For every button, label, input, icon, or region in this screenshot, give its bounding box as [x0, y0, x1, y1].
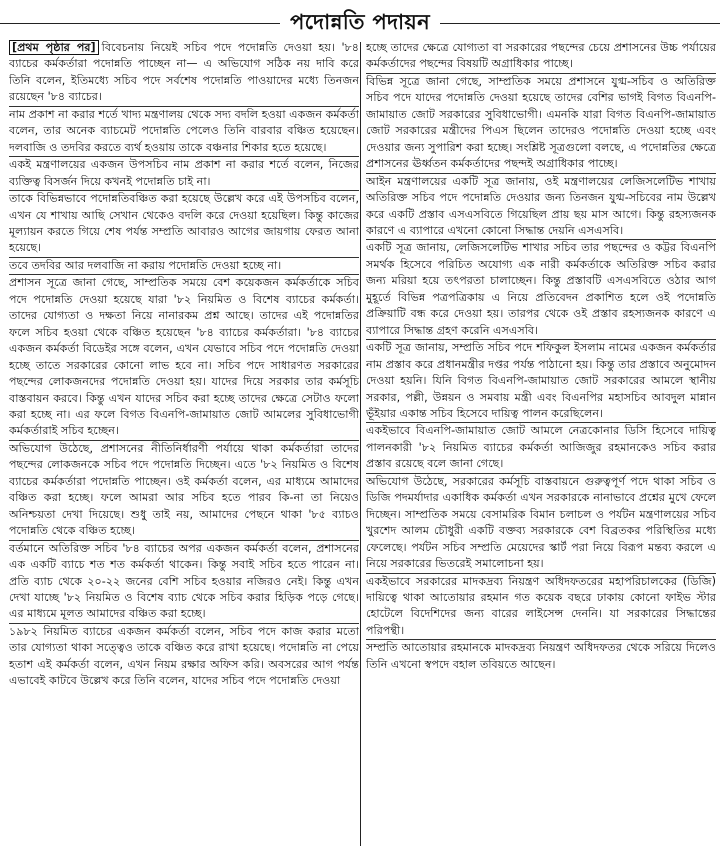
page-title: পদোন্নতি পদায়ন: [290, 9, 430, 34]
paragraph: সম্প্রতি আতোয়ার রহমানকে মাদকদ্রব্য নিয়ন্ত্রণ অধিদফতর থেকে সরিয়ে দিলেও তিনি এখনো স্বপদে বহাল তবিয়তে আছেন।: [366, 641, 716, 671]
jump-label: [প্রথম পৃষ্ঠার পর]: [9, 40, 99, 55]
paragraph: হচ্ছে তাদের ক্ষেত্রে যোগ্যতা বা সরকারের পছন্দের চেয়ে প্রশাসনের উচ্চ পর্যায়ের কর্মকর্তাদের পছন্দের বিষয়টি অগ্রাধিকার পাচ্ছে।: [366, 40, 716, 74]
paragraph: একইভাবে সরকারের মাদকদ্রব্য নিয়ন্ত্রণ অধিদফতরের মহাপরিচালকের (ডিজি) দায়িত্বে থাকা আতোয়ার রহমান গত কয়েক বছরে ঢাকায় কোনো ফাইভ স্টার হোটেলে বিদেশিদের জন্য বারের লাইসেন্স দেননি। যা সরকারের সিদ্ধান্তের পরিপন্থী।: [366, 574, 716, 641]
paragraph: বর্তমানে অতিরিক্ত সচিব '৮৪ ব্যাচের অপর একজন কর্মকর্তা বলেন, প্রশাসনের এক একটি ব্যাচে শত শত কর্মকর্তা থাকেন। কিন্তু সবাই সচিব হতে পারেন না। প্রতি ব্যাচ থেকে ২০-২২ জনের বেশি সচিব হওয়ার নজিরও নেই। কিন্তু এখন দেখা যাচ্ছে '৮২ নিয়মিত ও বিশেষ ব্যাচ থেকে সচিব করার হিড়িক পড়ে গেছে। এর মাধ্যমে মূলত আমাদের বঞ্চিত করা হচ্ছে।: [9, 541, 359, 624]
paragraph: অভিযোগ উঠেছে, প্রশাসনের নীতিনির্ধারণী পর্যায়ে থাকা কর্মকর্তারা তাদের পছন্দের লোকজনকে সচিব পদে পদোন্নতি দিচ্ছেন। এতে '৮২ নিয়মিত ও বিশেষ ব্যাচের কর্মকর্তারা পদোন্নতি পাচ্ছেন। ওই কর্মকর্তা বলেন, এর মাধ্যমে আমাদের বঞ্চিত করা হচ্ছে। ফলে আমরা আর সচিব হতে পারব কি-না তা নিয়েও অনিশ্চয়তা দেখা দিয়েছে। শুধু তাই নয়, আমাদের পেছনে থাকা '৮৫ ব্যাচও পদোন্নতি থেকে বঞ্চিত হচ্ছে।: [9, 441, 359, 541]
header-rule-left: [0, 23, 280, 24]
section-header: [0, 8, 720, 38]
paragraph: ১৯৮২ নিয়মিত ব্যাচের একজন কর্মকর্তা বলেন, সচিব পদে কাজ করার মতো তার যোগ্যতা থাকা সত্ত্বেও তাকে বঞ্চিত করে রাখা হয়েছে। পদোন্নতি না পেয়ে হতাশ এই কর্মকর্তা বলেন, এখন নিয়ম রক্ষার অফিস করি। অবসরের আগ পর্যন্ত এভাবেই কাটবে উল্লেখ করে তিনি বলেন, যাদের সচিব পদে পদোন্নতি দেওয়া: [9, 624, 359, 688]
paragraph-text: বিবেচনায় নিয়েই সচিব পদে পদোন্নতি দেওয়া হয়। '৮৪ ব্যাচের কর্মকর্তারা পদোন্নতি পাচ্ছেন না— এ অভিযোগ সঠিক নয় দাবি করে তিনি বলেন, ইতিমধ্যে সচিব পদে সর্বশেষ পদোন্নতি পাওয়াদের মধ্যে তিনজন রয়েছেন '৮৪ ব্যাচের।: [9, 41, 359, 104]
paragraph: বিভিন্ন সূত্রে জানা গেছে, সাম্প্রতিক সময়ে প্রশাসনে যুগ্ম-সচিব ও অতিরিক্ত সচিব পদে যাদের পদোন্নতি দেওয়া হয়েছে তাদের বেশির ভাগই বিগত বিএনপি-জামায়াত জোট সরকারের সুবিধাভোগী। এমনকি যারা বিগত বিএনপি-জামায়াত জোট সরকারের মন্ত্রীদের পিএস ছিলেন তাদেরও পদোন্নতি দেওয়া হচ্ছে এবং দেওয়ার জন্য সুপারিশ করা হচ্ছে। সংশ্লিষ্ট সূত্রগুলো বলছে, এ পদোন্নতির ক্ষেত্রে প্রশাসনের ঊর্ধ্বতন কর্মকর্তাদের পছন্দই অগ্রাধিকার পাচ্ছে।: [366, 74, 716, 174]
header-rule-right: [440, 23, 720, 24]
paragraph: একই মন্ত্রণালয়ের একজন উপসচিব নাম প্রকাশ না করার শর্তে বলেন, নিজের ব্যক্তিত্ব বিসর্জন দিয়ে কখনই পদোন্নতি চাই না।: [9, 157, 359, 191]
paragraph: আইন মন্ত্রণালয়ের একটি সূত্র জানায়, ওই মন্ত্রণালয়ের লেজিসলেটিভ শাখায় অতিরিক্ত সচিব পদে পদোন্নতি দেওয়ার জন্য তিনজন যুগ্ম-সচিবের নাম উল্লেখ করে একটি প্রস্তাব এসএসবিতে গিয়েছিল প্রায় ছয় মাস আগে। কিন্তু রহস্যজনক কারণে এ ব্যাপারে এখনো কোনো সিদ্ধান্ত দেয়নি এসএসবি।: [366, 174, 716, 241]
paragraph: নাম প্রকাশ না করার শর্তে খাদ্য মন্ত্রণালয় থেকে সদ্য বদলি হওয়া একজন কর্মকর্তা বলেন, তার অনেক ব্যাচমেট পদোন্নতি পেলেও তিনি বারবার বঞ্চিত হয়েছেন। দলবাজি ও তদবির করতে ব্যর্থ হওয়ায় তাকে বঞ্চনার শিকার হতে হয়েছে।: [9, 107, 359, 157]
article-right-column: [366, 40, 716, 848]
paragraph: তাকে বিভিন্নভাবে পদোন্নতিবঞ্চিত করা হয়েছে উল্লেখ করে এই উপসচিব বলেন, এখন যে শাখায় আছি সেখান থেকেও বদলি করে দেওয়া হয়েছিল। কিন্তু কাজের মূল্যায়ন করতে গিয়ে শেষ পর্যন্ত সম্প্রতি আবারও আগের জায়গায় ফেরত আনা হয়েছে।: [9, 191, 359, 258]
column-divider: [360, 42, 361, 846]
paragraph: একইভাবে বিএনপি-জামায়াত জোট আমলে নেত্রকোনার ডিসি হিসেবে দায়িত্ব পালনকারী '৮২ নিয়মিত ব্যাচের কর্মকর্তা আজিজুর রহমানকেও সচিব করার প্রস্তাব রয়েছে বলে জানা গেছে।: [366, 423, 716, 473]
paragraph: তবে তদবির আর দলবাজি না করায় পদোন্নতি দেওয়া হচ্ছে না।: [9, 258, 359, 275]
paragraph: প্রশাসন সূত্রে জানা গেছে, সাম্প্রতিক সময়ে বেশ কয়েকজন কর্মকর্তাকে সচিব পদে পদোন্নতি দেওয়া হয়েছে যারা '৮২ নিয়মিত ও বিশেষ ব্যাচের কর্মকর্তা। তাদের যোগ্যতা ও দক্ষতা নিয়ে নানারকম প্রশ্ন আছে। তাদের এই পদোন্নতির ফলে সচিব হওয়া থেকে বঞ্চিত হয়েছেন '৮৪ ব্যাচের কর্মকর্তারা। '৮৪ ব্যাচের একজন কর্মকর্তা বিডেইর সঙ্গে বলেন, এখন যেভাবে সচিব পদে পদোন্নতি দেওয়া হচ্ছে তাতে সরকারের কোনো লাভ হবে না। সচিব পদে সাধারণত সরকারের পছন্দের লোকজনদের পদোন্নতি দেওয়া হয়। যাদের দিয়ে সরকার তার কর্মসূচি বাস্তবায়ন করবে। কিন্তু এখন যাদের সচিব করা হচ্ছে তাদের ক্ষেত্রে সেটাও ফলো করা হচ্ছে না। এর ফলে বিগত বিএনপি-জামায়াত জোট আমলের সুবিধাভোগী কর্মকর্তারাই সচিব হচ্ছেন।: [9, 275, 359, 441]
paragraph: একটি সূত্র জানায়, সম্প্রতি সচিব পদে শফিকুল ইসলাম নামের একজন কর্মকর্তার নাম প্রস্তাব করে প্রধানমন্ত্রীর দপ্তর পর্যন্ত পাঠানো হয়। কিন্তু তার প্রস্তাবে অনুমোদন দেওয়া হয়নি। যিনি বিগত বিএনপি-জামায়াত জোট সরকারের আমলে স্থানীয় সরকার, পল্লী, উন্নয়ন ও সমবায় মন্ত্রী এবং বিএনপির মহাসচিব আবদুল মান্নান ভূঁইয়ার একান্ত সচিব হিসেবে দায়িত্ব পালন করেছিলেন।: [366, 340, 716, 423]
top-strip: [0, 0, 720, 4]
paragraph: [9, 40, 359, 107]
paragraph: একটি সূত্র জানায়, লেজিসলেটিভ শাখার সচিব তার পছন্দের ও কট্টর বিএনপি সমর্থক হিসেবে পরিচিত অযোগ্য এক নারী কর্মকর্তাকে অতিরিক্ত সচিব করার জন্য মরিয়া হয়ে তৎপরতা চালাচ্ছেন। কিন্তু প্রস্তাবটি এসএসবিতে ওঠার আগ মুহূর্তে বিভিন্ন পত্রপত্রিকায় এ নিয়ে প্রতিবেদন প্রকাশিত হলে ওই পদোন্নতি প্রক্রিয়াটি বন্ধ করে দেওয়া হয়। তারপর থেকে ওই প্রস্তাব রহস্যজনক কারণে এ ব্যাপারে সিদ্ধান্ত গ্রহণ করেনি এসএসবি।: [366, 240, 716, 340]
article-left-column: [9, 40, 359, 848]
paragraph: অভিযোগ উঠেছে, সরকারের কর্মসূচি বাস্তবায়নে গুরুত্বপূর্ণ পদে থাকা সচিব ও ডিজি পদমর্যাদার একাধিক কর্মকর্তা এখন সরকারকে নানাভাবে প্রশ্নের মুখে ফেলে দিচ্ছেন। সাম্প্রতিক সময়ে বেসামরিক বিমান চলাচল ও পর্যটন মন্ত্রণালয়ের সচিব খুরশেদ আলম চৌধুরী একটি বক্তব্য সরকারকে বেশ বিব্রতকর পরিস্থিতির মধ্যে ফেলেছে। পর্যটন সচিব সম্প্রতি মেয়েদের স্কার্ট পরা নিয়ে বিরূপ মন্তব্য করলে এ নিয়ে সরকারের ভিতরেই সমালোচনা হয়।: [366, 474, 716, 574]
